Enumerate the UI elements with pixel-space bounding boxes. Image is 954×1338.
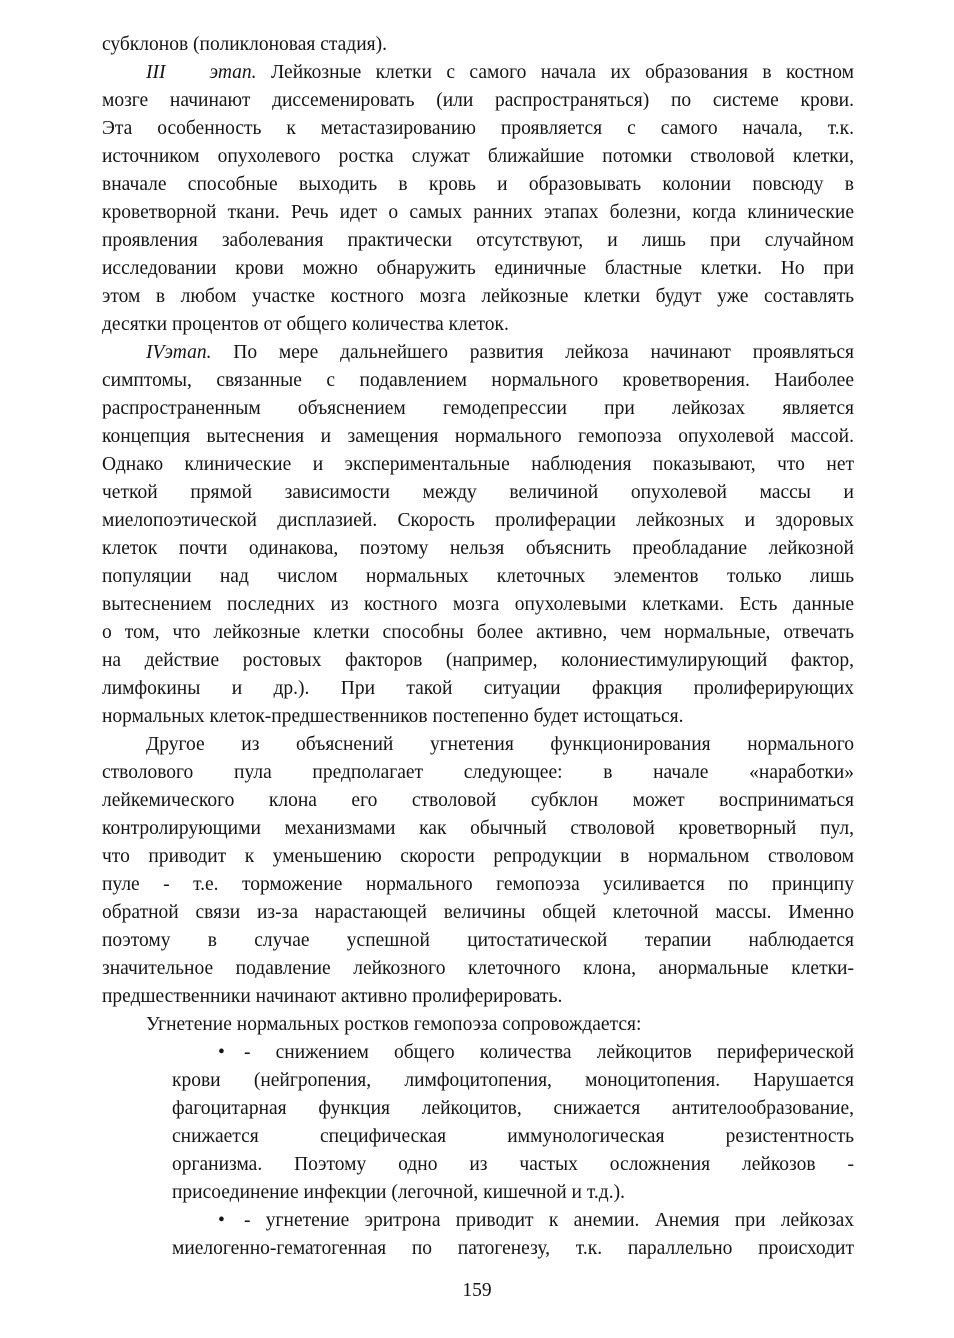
text-line: обратной связи из-за нарастающей величины общей клеточной массы. Именно: [102, 902, 854, 923]
text-line: источником опухолевого ростка служат ближайшие потомки стволовой клетки,: [102, 146, 854, 167]
text-line: мозге начинают диссеменировать (или распространяться) по системе крови.: [102, 90, 854, 111]
text-line: III этап. Лейкозные клетки с самого начала их образования в костном: [146, 62, 855, 83]
text-line: фагоцитарная функция лейкоцитов, снижается антителообразование,: [172, 1098, 854, 1119]
text-line: Эта особенность к метастазированию проявляется с самого начала, т.к.: [102, 118, 854, 139]
text-line: лейкемического клона его стволовой субклон может восприниматься: [102, 790, 854, 811]
bullet-item: • - угнетение эритрона приводит к анемии. Анемия при лейкозах: [218, 1207, 854, 1235]
text-line: субклонов (поликлоновая стадия).: [102, 34, 387, 55]
text-line: Другое из объяснений угнетения функционирования нормального: [146, 734, 854, 755]
text-line: значительное подавление лейкозного клеточного клона, анормальные клетки-: [102, 958, 854, 979]
text-line: миелопоэтической дисплазией. Скорость пролиферации лейкозных и здоровых: [102, 510, 854, 531]
text-line: Угнетение нормальных ростков гемопоэза сопровождается:: [146, 1014, 642, 1035]
bullet-item: • - снижением общего количества лейкоцитов периферической: [218, 1039, 854, 1067]
text-line: стволового пула предполагает следующее: в начале «наработки»: [102, 762, 854, 783]
text-line: присоединение инфекции (легочной, кишечной и т.д.).: [172, 1182, 625, 1203]
text-line: IVэтап. По мере дальнейшего развития лейкоза начинают проявляться: [146, 342, 854, 363]
text-line: нормальных клеток-предшественников постепенно будет истощаться.: [102, 706, 684, 727]
text-line: о том, что лейкозные клетки способны более активно, чем нормальные, отвечать: [102, 622, 854, 643]
text-line: на действие ростовых факторов (например, колониестимулирующий фактор,: [102, 650, 854, 671]
text-line: кроветворной ткани. Речь идет о самых ранних этапах болезни, когда клинические: [102, 202, 854, 223]
text-line: проявления заболевания практически отсутствуют, и лишь при случайном: [102, 230, 854, 251]
text-line: снижается специфическая иммунологическая резистентность: [172, 1126, 854, 1147]
text-line: миелогенно-гематогенная по патогенезу, т.к. параллельно происходит: [172, 1238, 854, 1259]
text-line: исследовании крови можно обнаружить единичные бластные клетки. Но при: [102, 258, 854, 279]
text-line: концепция вытеснения и замещения нормального гемопоэза опухолевой массой.: [102, 426, 854, 447]
text-line: Однако клинические и экспериментальные наблюдения показывают, что нет: [102, 454, 854, 475]
text-line: пуле - т.е. торможение нормального гемопоэза усиливается по принципу: [102, 874, 854, 895]
text-line: вытеснением последних из костного мозга опухолевыми клетками. Есть данные: [102, 594, 854, 615]
bullet-icon: •: [218, 1042, 225, 1063]
stage-label: IVэтап.: [146, 342, 212, 363]
text-line: десятки процентов от общего количества клеток.: [102, 314, 509, 335]
text-line: что приводит к уменьшению скорости репродукции в нормальном стволовом: [102, 846, 854, 867]
text-line: лимфокины и др.). При такой ситуации фракция пролиферирующих: [102, 678, 854, 699]
text-line: предшественники начинают активно пролиферировать.: [102, 986, 563, 1007]
page-number: 159: [462, 1280, 492, 1301]
text-line: этом в любом участке костного мозга лейкозные клетки будут уже составлять: [102, 286, 854, 307]
text-line: крови (нейгропения, лимфоцитопения, моноцитопения. Нарушается: [172, 1070, 854, 1091]
text-line: контролирующими механизмами как обычный стволовой кроветворный пул,: [102, 818, 854, 839]
text-line: популяции над числом нормальных клеточных элементов только лишь: [102, 566, 854, 587]
text-line: организма. Поэтому одно из частых осложнения лейкозов -: [172, 1154, 854, 1175]
text-line: клеток почти одинакова, поэтому нельзя объяснить преобладание лейкозной: [102, 538, 854, 559]
stage-label: III: [146, 62, 166, 83]
stage-label: этап.: [209, 62, 257, 83]
text-line: симптомы, связанные с подавлением нормального кроветворения. Наиболее: [102, 370, 854, 391]
text-line: распространенным объяснением гемодепрессии при лейкозах является: [102, 398, 854, 419]
bullet-icon: •: [218, 1210, 225, 1231]
text-line: четкой прямой зависимости между величиной опухолевой массы и: [102, 482, 854, 503]
text-line: поэтому в случае успешной цитостатической терапии наблюдается: [102, 930, 854, 951]
text-line: вначале способные выходить в кровь и образовывать колонии повсюду в: [102, 174, 854, 195]
